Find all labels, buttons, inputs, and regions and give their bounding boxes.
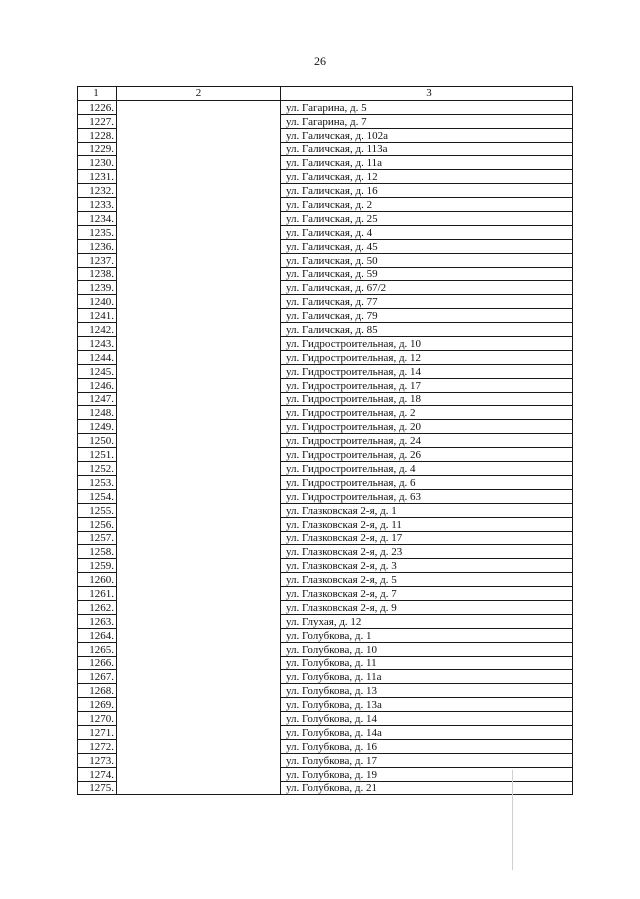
row-number-cell: 1255. [78,503,117,517]
address-cell: ул. Галичская, д. 79 [281,309,573,323]
row-number-cell: 1259. [78,559,117,573]
row-number-cell: 1253. [78,475,117,489]
address-cell: ул. Глазковская 2-я, д. 3 [281,559,573,573]
address-cell: ул. Голубкова, д. 17 [281,753,573,767]
address-cell: ул. Глазковская 2-я, д. 5 [281,573,573,587]
address-cell: ул. Галичская, д. 2 [281,198,573,212]
row-number-cell: 1265. [78,642,117,656]
row-number-cell: 1232. [78,184,117,198]
address-cell: ул. Галичская, д. 11а [281,156,573,170]
row-number-cell: 1242. [78,323,117,337]
scan-artifact-line [512,770,513,870]
address-cell: ул. Гагарина, д. 5 [281,100,573,114]
row-number-cell: 1270. [78,712,117,726]
address-cell: ул. Гидростроительная, д. 17 [281,378,573,392]
row-number-cell: 1256. [78,517,117,531]
address-cell: ул. Галичская, д. 77 [281,295,573,309]
address-cell: ул. Голубкова, д. 10 [281,642,573,656]
row-number-cell: 1261. [78,587,117,601]
address-cell: ул. Гидростроительная, д. 26 [281,448,573,462]
row-number-cell: 1233. [78,198,117,212]
address-cell: ул. Галичская, д. 85 [281,323,573,337]
header-cell-1: 1 [78,87,117,101]
table-row [78,100,573,114]
row-number-cell: 1251. [78,448,117,462]
address-cell: ул. Галичская, д. 45 [281,239,573,253]
address-cell: ул. Гидростроительная, д. 14 [281,364,573,378]
row-number-cell: 1263. [78,614,117,628]
row-number-cell: 1248. [78,406,117,420]
row-number-cell: 1272. [78,739,117,753]
row-number-cell: 1238. [78,267,117,281]
row-number-cell: 1237. [78,253,117,267]
row-number-cell: 1229. [78,142,117,156]
address-cell: ул. Гидростроительная, д. 10 [281,337,573,351]
address-cell: ул. Глазковская 2-я, д. 7 [281,587,573,601]
row-number-cell: 1260. [78,573,117,587]
address-cell: ул. Гидростроительная, д. 6 [281,475,573,489]
row-number-cell: 1273. [78,753,117,767]
merged-empty-cell [117,100,281,795]
row-number-cell: 1264. [78,628,117,642]
row-number-cell: 1234. [78,212,117,226]
row-number-cell: 1231. [78,170,117,184]
header-cell-2: 2 [117,87,281,101]
table-body [78,87,573,795]
address-cell: ул. Гидростроительная, д. 20 [281,420,573,434]
row-number-cell: 1230. [78,156,117,170]
row-number-cell: 1252. [78,462,117,476]
row-number-cell: 1262. [78,600,117,614]
row-number-cell: 1250. [78,434,117,448]
address-cell: ул. Галичская, д. 113а [281,142,573,156]
row-number-cell: 1241. [78,309,117,323]
row-number-cell: 1249. [78,420,117,434]
row-number-cell: 1258. [78,545,117,559]
address-table [77,86,573,795]
address-cell: ул. Глазковская 2-я, д. 23 [281,545,573,559]
address-cell: ул. Галичская, д. 67/2 [281,281,573,295]
address-cell: ул. Глазковская 2-я, д. 17 [281,531,573,545]
address-cell: ул. Гидростроительная, д. 12 [281,350,573,364]
row-number-cell: 1239. [78,281,117,295]
address-cell: ул. Голубкова, д. 19 [281,767,573,781]
address-cell: ул. Галичская, д. 16 [281,184,573,198]
row-number-cell: 1247. [78,392,117,406]
address-cell: ул. Голубкова, д. 13 [281,684,573,698]
row-number-cell: 1235. [78,225,117,239]
row-number-cell: 1226. [78,100,117,114]
address-cell: ул. Галичская, д. 50 [281,253,573,267]
address-cell: ул. Голубкова, д. 13а [281,698,573,712]
address-cell: ул. Гагарина, д. 7 [281,114,573,128]
address-cell: ул. Голубкова, д. 16 [281,739,573,753]
address-cell: ул. Галичская, д. 102а [281,128,573,142]
row-number-cell: 1268. [78,684,117,698]
address-cell: ул. Глазковская 2-я, д. 11 [281,517,573,531]
row-number-cell: 1236. [78,239,117,253]
address-cell: ул. Галичская, д. 12 [281,170,573,184]
address-cell: ул. Гидростроительная, д. 2 [281,406,573,420]
row-number-cell: 1246. [78,378,117,392]
page-number: 26 [314,54,326,68]
row-number-cell: 1271. [78,725,117,739]
address-cell: ул. Глухая, д. 12 [281,614,573,628]
row-number-cell: 1245. [78,364,117,378]
row-number-cell: 1274. [78,767,117,781]
address-cell: ул. Глазковская 2-я, д. 1 [281,503,573,517]
address-cell: ул. Глазковская 2-я, д. 9 [281,600,573,614]
address-cell: ул. Голубкова, д. 21 [281,781,573,795]
address-cell: ул. Гидростроительная, д. 24 [281,434,573,448]
row-number-cell: 1244. [78,350,117,364]
row-number-cell: 1228. [78,128,117,142]
row-number-cell: 1240. [78,295,117,309]
address-cell: ул. Галичская, д. 59 [281,267,573,281]
row-number-cell: 1275. [78,781,117,795]
address-cell: ул. Галичская, д. 25 [281,212,573,226]
address-cell: ул. Голубкова, д. 14 [281,712,573,726]
address-cell: ул. Голубкова, д. 11а [281,670,573,684]
row-number-cell: 1267. [78,670,117,684]
row-number-cell: 1269. [78,698,117,712]
address-cell: ул. Гидростроительная, д. 18 [281,392,573,406]
row-number-cell: 1257. [78,531,117,545]
address-cell: ул. Голубкова, д. 1 [281,628,573,642]
address-cell: ул. Гидростроительная, д. 4 [281,462,573,476]
header-cell-3: 3 [281,87,573,101]
row-number-cell: 1227. [78,114,117,128]
address-cell: ул. Голубкова, д. 14а [281,725,573,739]
row-number-cell: 1243. [78,337,117,351]
table-header-row [78,87,573,101]
row-number-cell: 1266. [78,656,117,670]
address-cell: ул. Голубкова, д. 11 [281,656,573,670]
address-cell: ул. Галичская, д. 4 [281,225,573,239]
address-cell: ул. Гидростроительная, д. 63 [281,489,573,503]
row-number-cell: 1254. [78,489,117,503]
